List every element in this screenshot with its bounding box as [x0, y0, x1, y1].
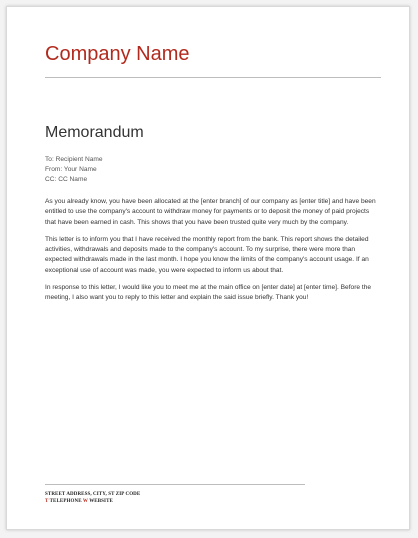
- footer-website: WEBSITE: [89, 499, 113, 504]
- footer-telephone: TELEPHONE: [49, 499, 82, 504]
- body-paragraph: As you already know, you have been allocated at the [enter branch] of our company as [enter title] and have been entitled to use the company's account to withdraw money for payments or to deposit the money of paid projects that have been earned in cash. This shows that you have been trusted quite very much by the company.: [45, 198, 376, 226]
- website-marker: W: [82, 499, 88, 504]
- body-paragraph: This letter is to inform you that I have received the monthly report from the bank. This report shows the detailed activities, withdrawals and deposits made to the company's account. To my surprise, there were more than expected withdrawals made in the last month. I hope you know the limits of the company's account usage. If an exceptional use of account was made, you were expected to inform us about that.: [45, 235, 369, 274]
- memo-title: Memorandum: [45, 124, 144, 141]
- header-divider: [45, 77, 381, 78]
- footer: [45, 491, 140, 505]
- body-paragraph: In response to this letter, I would like you to meet me at the main office on [enter date] at [enter time]. Before the meeting, I also want you to reply to this letter and explain the said issue briefly. Thank you!: [45, 284, 372, 302]
- memo-body: [45, 197, 379, 311]
- company-name: Company Name: [45, 43, 190, 65]
- footer-divider: [45, 484, 305, 485]
- from-line: From: Your Name: [45, 166, 97, 173]
- memo-header-fields: [45, 155, 103, 185]
- document-page: [6, 6, 410, 530]
- to-line: To: Recipient Name: [45, 156, 103, 163]
- footer-contact: [45, 498, 140, 505]
- footer-address: STREET ADDRESS, CITY, ST ZIP CODE: [45, 492, 141, 497]
- telephone-marker: T: [45, 499, 49, 504]
- cc-line: CC: CC Name: [45, 176, 88, 183]
